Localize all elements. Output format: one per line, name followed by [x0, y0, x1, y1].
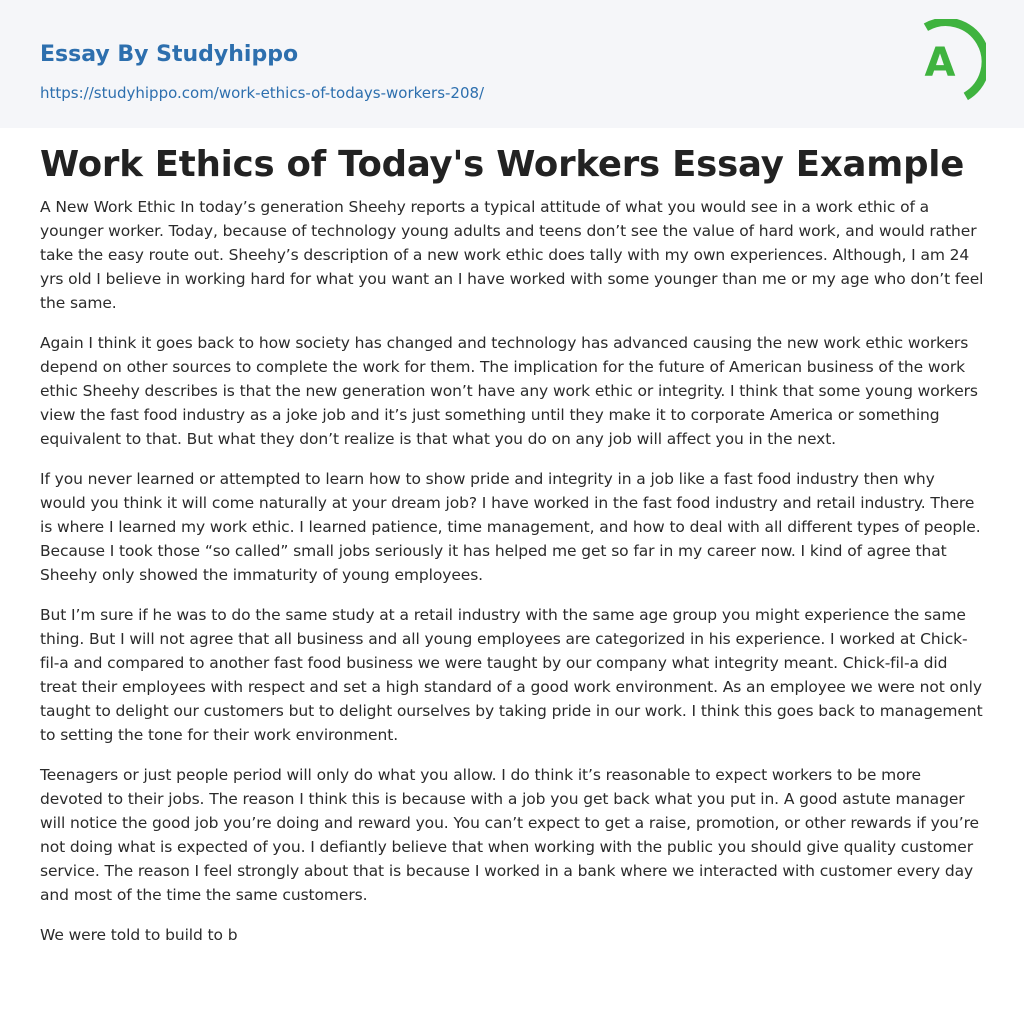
essay-paragraph: Teenagers or just people period will only do what you allow. I do think it’s reasonable to expect workers to be more devoted to their jobs. The reason I think this is because with a job you get back what you put in. A good astute manager will notice the good job you’re doing and reward you. You can’t expect to get a raise, promotion, or other rewards if you’re not doing what is expected of you. I defiantly believe that when working with the public you should give quality customer service. The reason I feel strongly about that is because I worked in a bank where we interacted with customer every day and most of the time the same customers. — [40, 766, 979, 904]
site-header — [0, 0, 1024, 128]
essay-body — [40, 195, 984, 963]
essay-paragraph: If you never learned or attempted to learn how to show pride and integrity in a job like a fast food industry then why would you think it will come naturally at your dream job? I have worked in the fast food industry and retail industry. There is where I learned my work ethic. I learned patience, time management, and how to deal with all different types of people. Because I took those “so called” small jobs seriously it has helped me get so far in my career now. I kind of agree that Sheehy only showed the immaturity of young employees. — [40, 470, 981, 584]
logo-letter: A — [924, 40, 956, 86]
source-url-link[interactable]: https://studyhippo.com/work-ethics-of-todays-workers-208/ — [40, 84, 485, 102]
studyhippo-logo-icon[interactable] — [912, 19, 986, 105]
essay-paragraph: We were told to build to b — [40, 926, 238, 944]
essay-paragraph: A New Work Ethic In today’s generation Sheehy reports a typical attitude of what you would see in a work ethic of a younger worker. Today, because of technology young adults and teens don’t see the value of hard work, and would rather take the easy route out. Sheehy’s description of a new work ethic does tally with my own experiences. Although, I am 24 yrs old I believe in working hard for what you want an I have worked with some younger than me or my age who don’t feel the same. — [40, 198, 984, 312]
site-name[interactable]: Essay By Studyhippo — [40, 42, 299, 67]
page-title: Work Ethics of Today's Workers Essay Example — [40, 144, 965, 185]
essay-paragraph: Again I think it goes back to how society has changed and technology has advanced causing the new work ethic workers depend on other sources to complete the work for them. The implication for the future of American business of the work ethic Sheehy describes is that the new generation won’t have any work ethic or integrity. I think that some young workers view the fast food industry as a joke job and it’s just something until they make it to corporate America or something equivalent to that. But what they don’t realize is that what you do on any job will affect you in the next. — [40, 334, 978, 448]
essay-paragraph: But I’m sure if he was to do the same study at a retail industry with the same age group you might experience the same thing. But I will not agree that all business and all young employees are categorized in his experience. I worked at Chick-fil-a and compared to another fast food business we were taught by our company what integrity meant. Chick-fil-a did treat their employees with respect and set a high standard of a good work environment. As an employee we were not only taught to delight our customers but to delight ourselves by taking pride in our work. I think this goes back to management to setting the tone for their work environment. — [40, 606, 983, 744]
